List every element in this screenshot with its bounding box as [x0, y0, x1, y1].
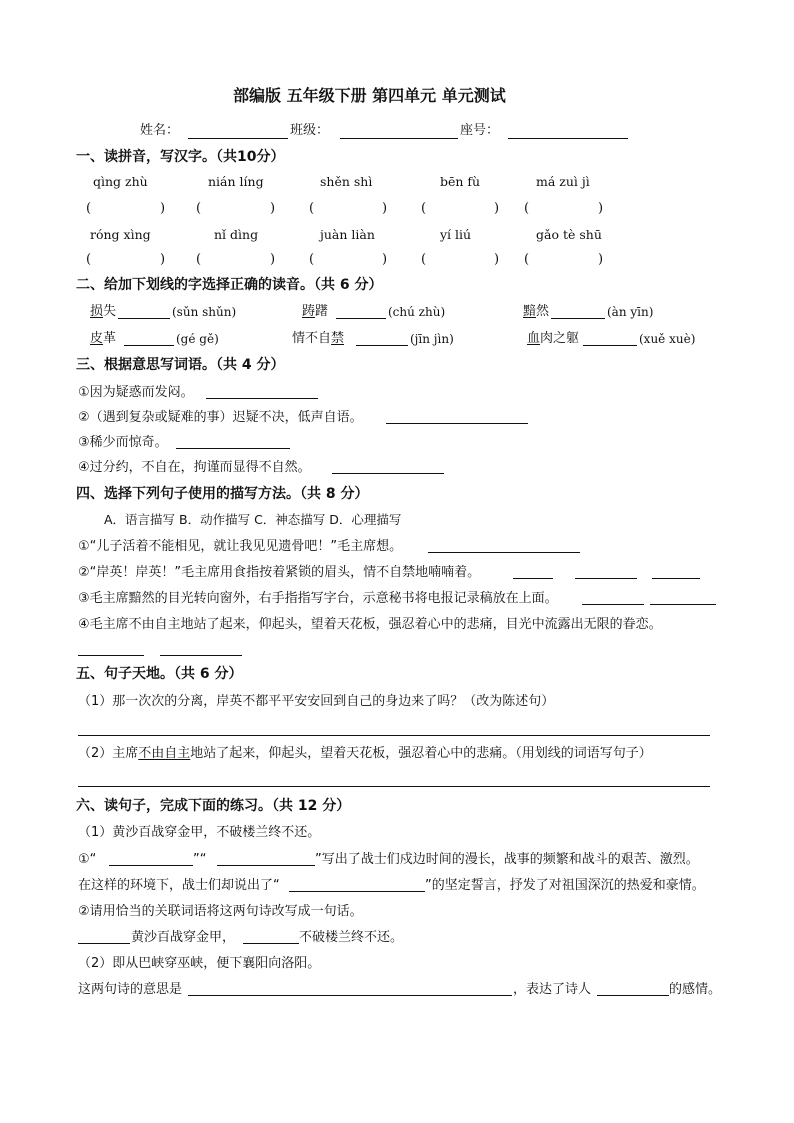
name-label: 姓名： [140, 123, 180, 138]
method-item-2: ②“岸英！岸英！”毛主席用食指按着紧锁的眉头，情不自禁地喃喃着。 [78, 565, 481, 580]
poem-line-4b: 不破楼兰终不还。 [299, 930, 404, 945]
answer-box-3-close: ) [382, 201, 388, 216]
method-blank-3b[interactable] [650, 604, 716, 605]
answer-box-2-close: ) [270, 201, 276, 216]
answer-box-9-open[interactable]: ( [421, 252, 427, 267]
underlined-char: 损 [90, 304, 104, 319]
section-1-heading: 一、读拼音，写汉字。（共10分） [76, 149, 285, 165]
underlined-char: 黯 [523, 304, 537, 319]
poem-line-1b: ”“ [193, 852, 207, 867]
underlined-char: 禁 [331, 331, 345, 346]
q2-prefix: （2）主席 [78, 746, 139, 761]
method-item-3: ③毛主席黯然的目光转向窗外，右手指指写字台，示意秘书将电报记录稿放在上面。 [78, 591, 558, 606]
underlined-char: 血 [527, 331, 541, 346]
answer-box-5-open[interactable]: ( [524, 201, 530, 216]
sentence-answer-line-1[interactable] [78, 735, 710, 736]
word-rest: 肉之躯 [540, 331, 580, 346]
reading-item-6 [527, 332, 579, 345]
page-title: 部编版 五年级下册 第四单元 单元测试 [233, 86, 506, 105]
reading-item-4 [90, 332, 116, 345]
class-field[interactable] [340, 138, 458, 139]
sentence-q1: （1）那一次次的分离，岸英不都平平安安回到自己的身边来了吗？（改为陈述句） [78, 694, 555, 709]
vocab-blank-2[interactable] [386, 423, 528, 424]
reading-item-5 [292, 332, 344, 345]
answer-box-6-open[interactable]: ( [86, 252, 92, 267]
answer-box-4-close: ) [494, 201, 500, 216]
section-5-heading: 五、句子天地。（共 6 分） [76, 666, 243, 682]
poem-blank-3[interactable] [289, 891, 425, 892]
poem-line-2b: ”的坚定誓言，抒发了对祖国深沉的热爱和豪情。 [425, 878, 705, 893]
poem-blank-5[interactable] [243, 943, 299, 944]
answer-box-2-open[interactable]: ( [196, 201, 202, 216]
reading-item-1 [90, 305, 116, 318]
poem-line-1a: ①“ [78, 852, 97, 867]
pinyin-8: juàn liàn [320, 227, 375, 242]
answer-box-8-close: ) [382, 252, 388, 267]
vocab-item-2: ②（遇到复杂或疑难的事）迟疑不决，低声自语。 [78, 410, 363, 425]
answer-box-1-open[interactable]: ( [86, 201, 92, 216]
poem-line-1c: ”写出了战士们戍边时间的漫长，战事的频繁和战斗的艰苦、激烈。 [315, 852, 699, 867]
underlined-char: 皮 [90, 331, 104, 346]
poem-blank-2[interactable] [217, 865, 315, 866]
poem-line-5b: ，表达了诗人 [513, 982, 592, 997]
pinyin-10: gǎo tè shū [536, 227, 602, 242]
sentence-answer-line-2[interactable] [78, 786, 710, 787]
vocab-blank-3[interactable] [176, 448, 290, 449]
answer-box-9-close: ) [494, 252, 500, 267]
poem-blank-6[interactable] [188, 995, 512, 996]
reading-item-2 [302, 305, 328, 318]
word-rest: 失 [103, 304, 117, 319]
answer-box-7-open[interactable]: ( [196, 252, 202, 267]
answer-box-3-open[interactable]: ( [309, 201, 315, 216]
poem-q2: （2）即从巴峡穿巫峡，便下襄阳向洛阳。 [78, 956, 321, 971]
pinyin-5: má zuì jì [536, 174, 590, 189]
method-blank-2a[interactable] [513, 578, 553, 579]
q2-underlined-word: 不由自主 [138, 746, 191, 761]
reading-blank-6[interactable] [583, 345, 637, 346]
q2-rest: 地站了起来，仰起头，望着天花板，强忍着心中的悲痛。（用划线的词语写句子） [190, 746, 652, 761]
method-item-4: ④毛主席不由自主地站了起来，仰起头，望着天花板，强忍着心中的悲痛，目光中流露出无限的眷恋。 [78, 617, 662, 632]
method-blank-2c[interactable] [652, 578, 700, 579]
word-rest: 然 [536, 304, 550, 319]
vocab-blank-4[interactable] [332, 473, 444, 474]
sentence-q2 [78, 747, 652, 760]
word-rest: 躇 [315, 304, 329, 319]
reading-blank-2[interactable] [336, 318, 386, 319]
pinyin-2: nián líng [208, 174, 264, 189]
answer-box-10-close: ) [598, 252, 604, 267]
pinyin-9: yí liú [440, 227, 472, 242]
reading-blank-3[interactable] [551, 318, 605, 319]
word-rest: 革 [103, 331, 117, 346]
section-6-heading: 六、读句子，完成下面的练习。（共 12 分） [76, 798, 351, 814]
method-blank-3a[interactable] [582, 604, 644, 605]
section-2-heading: 二、给加下划线的字选择正确的读音。（共 6 分） [76, 277, 383, 293]
method-blank-2b[interactable] [575, 578, 637, 579]
method-item-1: ①“儿子活着不能相见，就让我见见遗骨吧！”毛主席想。 [78, 539, 403, 554]
answer-box-7-close: ) [270, 252, 276, 267]
poem-line-3: ②请用恰当的关联词语将这两句诗改写成一句话。 [78, 904, 363, 919]
poem-q1: （1）黄沙百战穿金甲，不破楼兰终不还。 [78, 825, 321, 840]
pinyin-6: róng xìng [90, 227, 151, 242]
answer-box-5-close: ) [598, 201, 604, 216]
poem-line-5c: 的感情。 [669, 982, 722, 997]
poem-line-5a: 这两句诗的意思是 [78, 982, 183, 997]
answer-box-6-close: ) [160, 252, 166, 267]
seat-label: 座号： [460, 123, 500, 138]
vocab-item-4: ④过分约，不自在，拘谨而显得不自然。 [78, 460, 311, 475]
reading-options-6: (xuě xuè) [639, 332, 696, 346]
method-blank-4a[interactable] [78, 655, 144, 656]
word-prefix: 情不自 [292, 331, 332, 346]
pinyin-4: bēn fù [440, 174, 481, 189]
pinyin-1: qìng zhù [93, 174, 148, 189]
answer-box-10-open[interactable]: ( [524, 252, 530, 267]
reading-options-2: (chú zhù) [388, 305, 446, 319]
vocab-item-1: ①因为疑惑而发闷。 [78, 385, 194, 400]
seat-field[interactable] [508, 138, 628, 139]
pinyin-3: shěn shì [320, 174, 373, 189]
answer-box-1-close: ) [160, 201, 166, 216]
reading-item-3 [523, 305, 549, 318]
vocab-blank-1[interactable] [206, 398, 318, 399]
method-blank-1[interactable] [428, 552, 580, 553]
section-3-heading: 三、根据意思写词语。（共 4 分） [76, 357, 285, 373]
method-blank-4b[interactable] [160, 655, 242, 656]
pinyin-7: nǐ dìng [214, 227, 259, 242]
reading-options-3: (àn yīn) [607, 305, 654, 319]
poem-blank-1[interactable] [109, 865, 193, 866]
reading-options-1: (sǔn shǔn) [172, 305, 237, 319]
vocab-item-3: ③稀少而惊奇。 [78, 435, 168, 450]
poem-blank-4[interactable] [78, 943, 130, 944]
class-label: 班级： [290, 123, 330, 138]
answer-box-8-open[interactable]: ( [309, 252, 315, 267]
reading-options-4: (gé gě) [176, 332, 219, 346]
poem-blank-7[interactable] [597, 995, 669, 996]
poem-line-4a: 黄沙百战穿金甲， [131, 930, 236, 945]
method-options: A．语言描写 B．动作描写 C．神态描写 D．心理描写 [104, 512, 402, 527]
reading-blank-1[interactable] [118, 318, 170, 319]
answer-box-4-open[interactable]: ( [421, 201, 427, 216]
underlined-char: 踌 [302, 304, 316, 319]
poem-line-2a: 在这样的环境下，战士们却说出了“ [78, 878, 280, 893]
section-4-heading: 四、选择下列句子使用的描写方法。（共 8 分） [76, 486, 369, 502]
name-field[interactable] [188, 138, 288, 139]
reading-blank-5[interactable] [356, 345, 408, 346]
reading-blank-4[interactable] [124, 345, 174, 346]
reading-options-5: (jīn jìn) [410, 332, 454, 346]
